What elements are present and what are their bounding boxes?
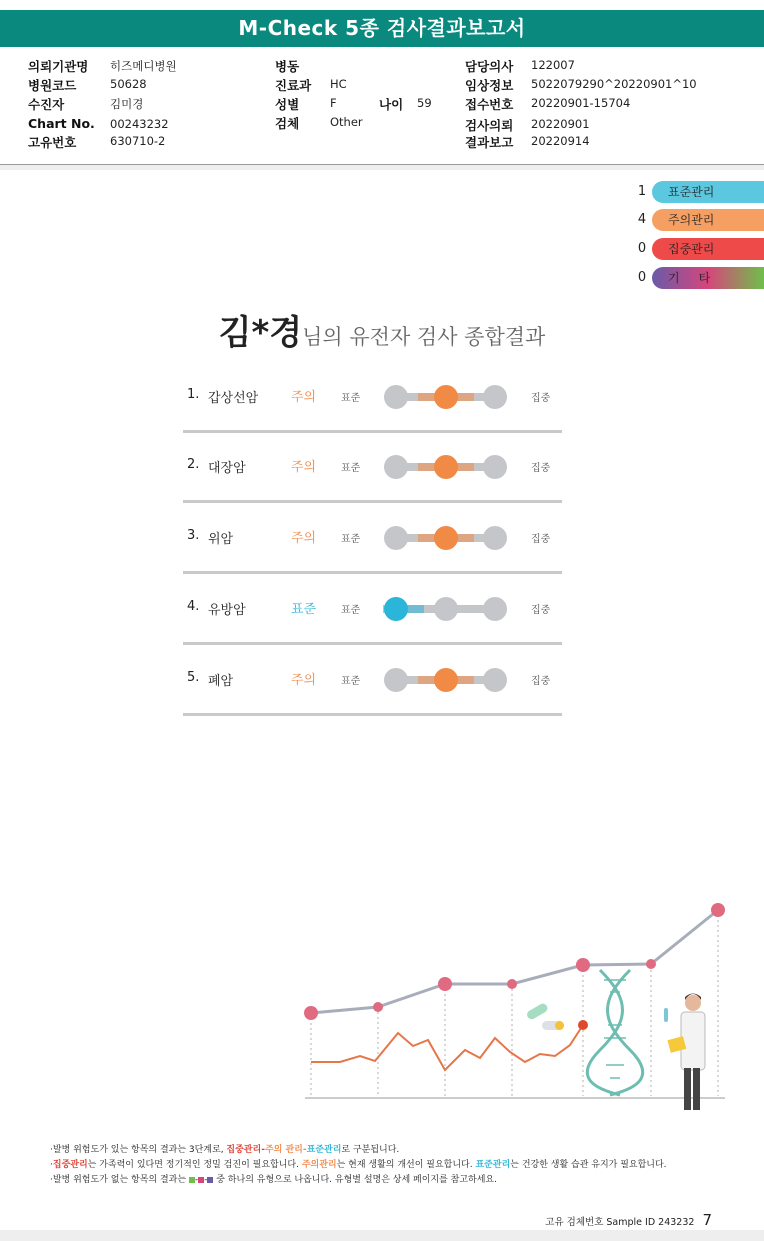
note-standard: 표준관리 bbox=[306, 1145, 342, 1155]
scale-node bbox=[483, 455, 507, 479]
info-value: HC bbox=[330, 77, 347, 91]
note-separator: - bbox=[261, 1145, 265, 1155]
info-value: 00243232 bbox=[110, 117, 169, 131]
legend-count: 4 bbox=[637, 212, 647, 227]
info-label: 병동 bbox=[275, 59, 300, 74]
patient-masked-name: 김*경 bbox=[218, 313, 303, 353]
info-label: 담당의사 bbox=[465, 59, 514, 74]
scale-node-active bbox=[434, 385, 458, 409]
info-label: 병원코드 bbox=[28, 78, 77, 93]
info-value: F bbox=[330, 96, 337, 110]
note-text: 는 가족력이 있다면 정기적인 정밀 검진이 필요합니다. bbox=[87, 1160, 302, 1170]
row-number: 2. bbox=[187, 457, 200, 472]
row-divider bbox=[183, 500, 562, 503]
legend-pill bbox=[652, 209, 764, 231]
scale-node bbox=[483, 526, 507, 550]
note-text: 는 현재 생활의 개선이 필요합니다. bbox=[336, 1160, 476, 1170]
info-value: 122007 bbox=[531, 58, 575, 72]
scale-node bbox=[483, 385, 507, 409]
note-text: 는 건강한 생활 습관 유지가 필요합니다. bbox=[510, 1160, 667, 1170]
risk-status: 주의 bbox=[291, 390, 317, 405]
cancer-name: 대장암 bbox=[208, 461, 246, 476]
risk-status: 주의 bbox=[291, 673, 317, 688]
risk-status: 주의 bbox=[291, 531, 317, 546]
cancer-name: 위암 bbox=[208, 532, 234, 547]
bottom-band bbox=[0, 1230, 764, 1241]
scale-high-label: 집중 bbox=[531, 676, 551, 687]
info-label: 결과보고 bbox=[465, 135, 514, 150]
scale-node bbox=[384, 455, 408, 479]
page-footer bbox=[545, 1211, 712, 1229]
row-number: 1. bbox=[187, 387, 200, 402]
cancer-name: 갑상선암 bbox=[208, 391, 259, 406]
result-row bbox=[183, 575, 562, 645]
info-label: 검체 bbox=[275, 116, 300, 131]
scale-high-label: 집중 bbox=[531, 534, 551, 545]
scale-low-label: 표준 bbox=[341, 463, 361, 474]
info-value: 20220914 bbox=[531, 134, 590, 148]
info-label: 수진자 bbox=[28, 97, 65, 112]
note-caution: 주의 관리 bbox=[264, 1145, 303, 1155]
result-row bbox=[183, 363, 562, 433]
lower-trend-line bbox=[311, 1025, 583, 1070]
info-value: 50628 bbox=[110, 77, 147, 91]
cancer-name: 폐암 bbox=[208, 674, 234, 689]
note-standard: 표준관리 bbox=[475, 1160, 511, 1170]
result-row bbox=[183, 504, 562, 574]
cancer-name: 유방암 bbox=[208, 603, 246, 618]
upper-trend-dots bbox=[304, 903, 725, 1020]
doctor-icon bbox=[664, 994, 705, 1111]
legend-pill bbox=[652, 181, 764, 203]
note-text: ·발병 위험도가 있는 항목의 결과는 3단계로, bbox=[50, 1145, 227, 1155]
scale-node bbox=[483, 668, 507, 692]
scale-node-active bbox=[434, 455, 458, 479]
type-green-swatch bbox=[189, 1177, 195, 1183]
legend-count: 0 bbox=[637, 241, 647, 256]
row-number: 4. bbox=[187, 599, 200, 614]
legend-label: 기 타 bbox=[668, 271, 711, 285]
note-intensive: 집중관리 bbox=[52, 1160, 88, 1170]
info-value: 5022079290^20220901^10 bbox=[531, 77, 697, 91]
scale-high-label: 집중 bbox=[531, 605, 551, 616]
row-number: 5. bbox=[187, 670, 200, 685]
info-label: 고유번호 bbox=[28, 135, 77, 150]
legend-label: 주의관리 bbox=[668, 213, 715, 227]
scale-node bbox=[384, 526, 408, 550]
info-value: 630710-2 bbox=[110, 134, 166, 148]
header-divider-shade bbox=[0, 165, 764, 170]
row-divider bbox=[183, 713, 562, 716]
summary-headline bbox=[0, 305, 764, 354]
scale-node-active bbox=[434, 668, 458, 692]
scale-node-active bbox=[384, 597, 408, 621]
lower-trend-end bbox=[578, 1020, 588, 1030]
info-label: 진료과 bbox=[275, 78, 312, 93]
info-value: 김미경 bbox=[110, 97, 144, 111]
risk-status: 표준 bbox=[291, 602, 317, 617]
scale-high-label: 집중 bbox=[531, 463, 551, 474]
scale-high-label: 집중 bbox=[531, 393, 551, 404]
scale-low-label: 표준 bbox=[341, 393, 361, 404]
note-line bbox=[50, 1158, 667, 1173]
sample-id: 고유 검체번호 Sample ID 243232 bbox=[545, 1217, 695, 1228]
note-separator: - bbox=[302, 1145, 307, 1155]
notes bbox=[50, 1143, 667, 1188]
legend-label: 집중관리 bbox=[668, 242, 715, 256]
risk-scale bbox=[383, 589, 513, 629]
type-pink-swatch bbox=[198, 1177, 204, 1183]
health-trend-illustration bbox=[300, 900, 740, 1120]
note-text: ·발병 위험도가 없는 항목의 결과는 bbox=[50, 1175, 189, 1185]
scale-low-label: 표준 bbox=[341, 605, 361, 616]
row-number: 3. bbox=[187, 528, 200, 543]
risk-scale bbox=[383, 447, 513, 487]
legend-count: 1 bbox=[637, 184, 647, 199]
legend-other bbox=[636, 267, 764, 289]
legend-caution bbox=[636, 209, 764, 231]
row-divider bbox=[183, 571, 562, 574]
info-value: 20220901 bbox=[531, 117, 590, 131]
scale-node-active bbox=[434, 526, 458, 550]
legend-pill bbox=[652, 238, 764, 260]
info-value: 20220901-15704 bbox=[531, 96, 631, 110]
info-label: 성별 bbox=[275, 97, 300, 112]
page-number: 7 bbox=[702, 1211, 712, 1229]
upper-trend-line bbox=[311, 910, 718, 1013]
legend-standard bbox=[636, 181, 764, 203]
risk-scale bbox=[383, 660, 513, 700]
pill-icons bbox=[525, 1002, 564, 1030]
info-label: 접수번호 bbox=[465, 97, 514, 112]
note-line bbox=[50, 1143, 667, 1158]
info-label: 검사의뢰 bbox=[465, 118, 514, 133]
result-row bbox=[183, 646, 562, 716]
result-row bbox=[183, 433, 562, 503]
age-label: 나이 bbox=[379, 97, 404, 112]
note-text: · bbox=[50, 1160, 53, 1170]
report-title: M-Check 5종 검사결과보고서 bbox=[0, 10, 764, 47]
info-label: 임상정보 bbox=[465, 78, 514, 93]
risk-status: 주의 bbox=[291, 460, 317, 475]
info-value: 히즈메디병원 bbox=[110, 59, 177, 73]
legend-label: 표준관리 bbox=[668, 185, 715, 199]
legend-count: 0 bbox=[637, 270, 647, 285]
note-text: 중 하나의 유형으로 나옵니다. 유형별 설명은 상세 페이지를 참고하세요. bbox=[213, 1175, 497, 1185]
note-caution: 주의관리 bbox=[301, 1160, 337, 1170]
scale-low-label: 표준 bbox=[341, 534, 361, 545]
info-label: Chart No. bbox=[28, 116, 95, 131]
risk-scale bbox=[383, 377, 513, 417]
scale-low-label: 표준 bbox=[341, 676, 361, 687]
row-divider bbox=[183, 642, 562, 645]
info-value: Other bbox=[330, 115, 363, 129]
info-label: 의뢰기관명 bbox=[28, 59, 89, 74]
scale-node bbox=[384, 385, 408, 409]
dotted-guides bbox=[311, 910, 718, 1096]
risk-scale bbox=[383, 518, 513, 558]
dna-helix-icon bbox=[587, 970, 642, 1095]
legend-intensive bbox=[636, 238, 764, 260]
scale-node bbox=[384, 668, 408, 692]
scale-node bbox=[483, 597, 507, 621]
age-value: 59 bbox=[417, 96, 432, 110]
legend-pill bbox=[652, 267, 764, 289]
headline-text: 님의 유전자 검사 종합결과 bbox=[302, 325, 546, 349]
note-line: ·발병 위험도가 없는 항목의 결과는 - - 중 하나의 유형으로 나옵니다. 유형별 설명은 상세 페이지를 참고하세요. bbox=[50, 1175, 497, 1185]
note-text: 로 구분됩니다. bbox=[341, 1145, 400, 1155]
scale-node bbox=[434, 597, 458, 621]
note-intensive: 집중관리 bbox=[226, 1145, 262, 1155]
